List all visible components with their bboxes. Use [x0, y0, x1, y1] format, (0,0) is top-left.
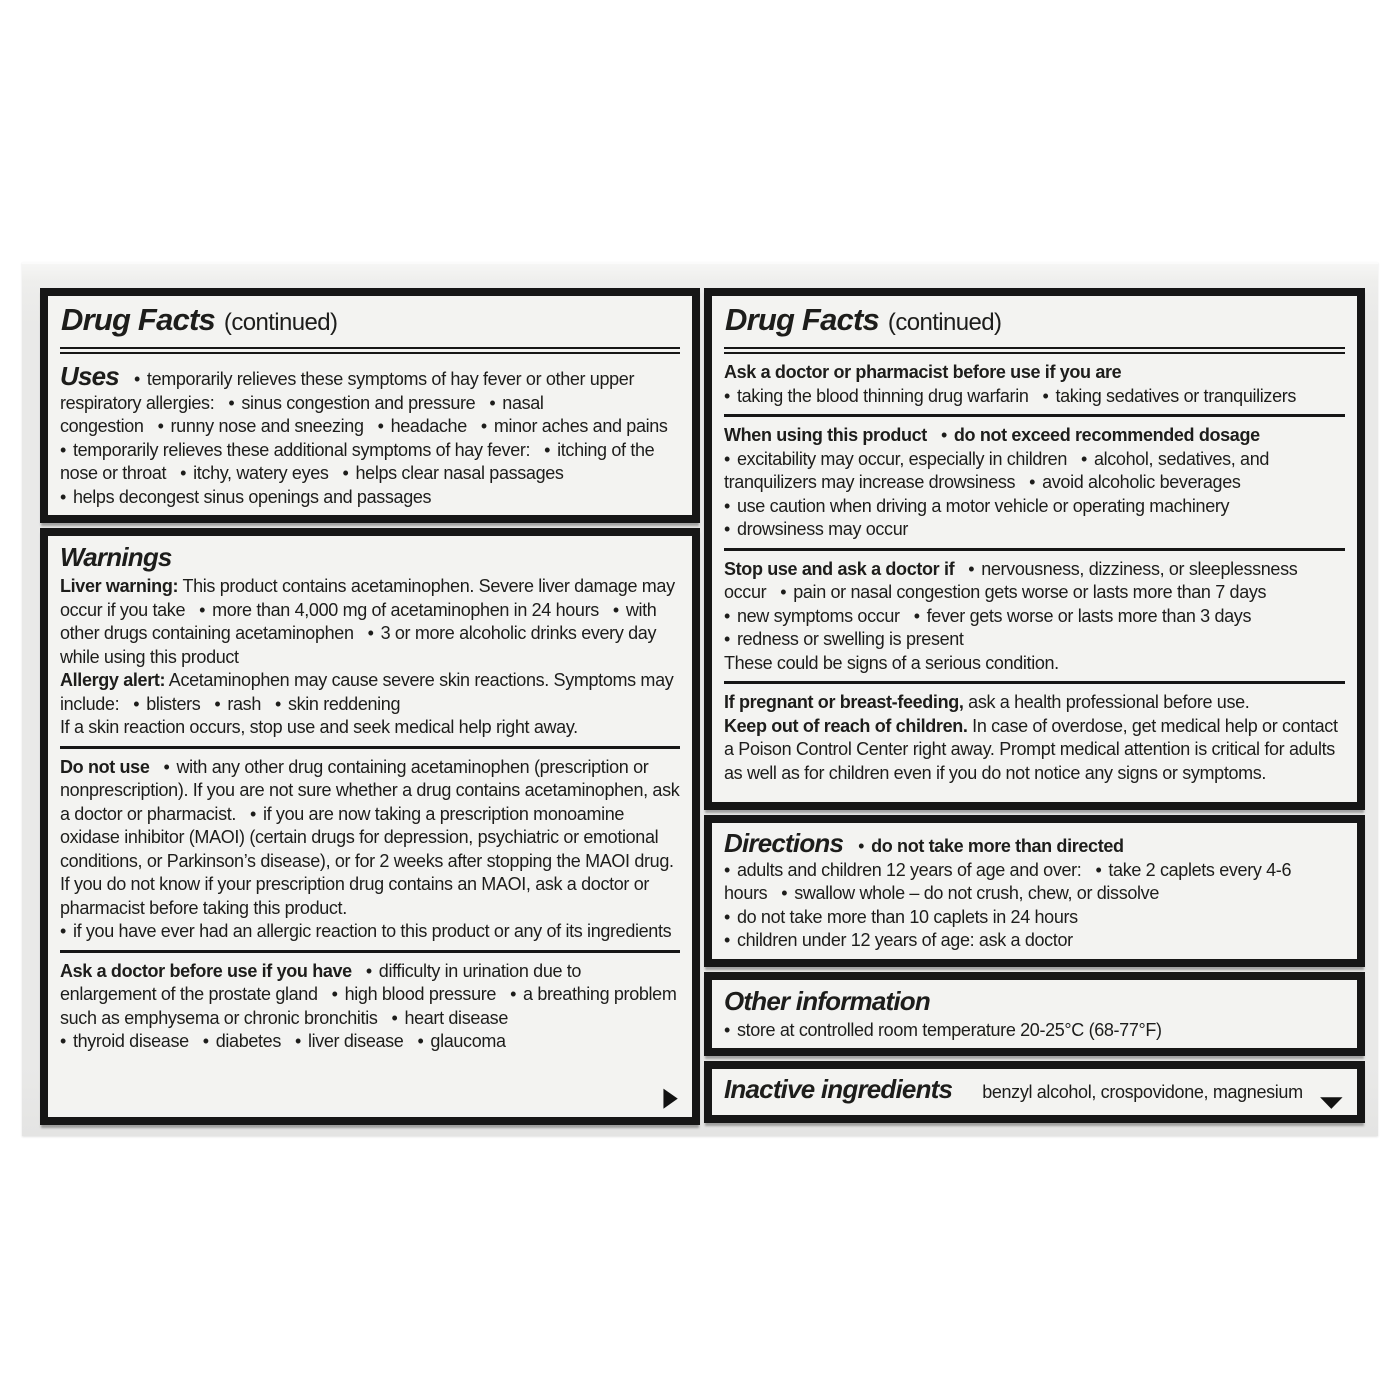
section-divider — [724, 414, 1345, 417]
drug-facts-header-right — [724, 300, 1345, 344]
section-divider — [60, 746, 680, 749]
when-using-text: When using this product • do not exceed recommended dosage • excitability may occur, especially in children • alcohol, sedatives, and tranquilizers may increase drowsiness • avoid alcoholic beverages • use caution when driving a motor vehicle or operating machinery • drowsiness may occur — [724, 425, 1270, 539]
header-divider — [60, 347, 680, 354]
section-divider — [724, 681, 1345, 684]
warnings-continued-box — [704, 288, 1365, 810]
pregnancy-warning-text: If pregnant or breast-feeding, ask a health professional before use. Keep out of reach of children. In case of overdose, get medical help or contact a Poison Control Center right away. Prompt medical attention is critical for adults as well as for children even if you do not notice any signs or symptoms. — [724, 692, 1338, 783]
do-not-use-text: Do not use • with any other drug containing acetaminophen (prescription or nonprescription). If you are not sure whether a drug contains acetaminophen, ask a doctor or pharmacist. • if you are now taking a prescription monoamine oxidase inhibitor (MAOI) (certain drugs for depression, psychiatric or emotional conditions, or Parkinson’s disease), or for 2 weeks after stopping the MAOI drug. If you do not know if your prescription drug contains an MAOI, ask a doctor or pharmacist before taking this product. • if you have ever had an allergic reaction to this product or any of its ingredients — [60, 756, 680, 941]
drug-facts-title: Drug Facts — [61, 302, 215, 337]
drug-facts-continued: (continued) — [223, 309, 338, 336]
ask-pharmacist-text: Ask a doctor or pharmacist before use if you are • taking the blood thinning drug warfarin • taking sedatives or tranquilizers — [724, 362, 1297, 406]
directions-section — [724, 827, 1345, 953]
section-divider — [724, 548, 1345, 551]
section-divider — [60, 950, 680, 953]
drug-facts-title: Drug Facts — [725, 302, 879, 337]
drug-facts-panel-right — [704, 288, 1365, 1123]
stop-use-text: Stop use and ask a doctor if • nervousness, dizziness, or sleeplessness occur • pain or nasal congestion gets worse or lasts more than 7 days • new symptoms occur • fever gets worse or lasts more than 3 days • redness or swelling is present These could be signs of a serious condition. — [724, 558, 1298, 673]
other-information-box — [704, 972, 1365, 1057]
warnings-heading: Warnings — [60, 542, 172, 572]
drug-facts-panel-left — [40, 288, 700, 1125]
uses-heading: Uses — [60, 361, 119, 391]
warnings-box — [40, 528, 700, 1125]
inactive-ingredients-heading: Inactive ingredients — [724, 1074, 953, 1104]
drug-facts-header-left — [60, 300, 680, 344]
other-information-heading: Other information — [724, 985, 930, 1016]
ask-doctor-text: Ask a doctor before use if you have • difficulty in urination due to enlargement of the prostate gland • high blood pressure • a breathing problem such as emphysema or chronic bronchitis • heart disease • thyroid disease • diabetes • liver disease • glaucoma — [60, 960, 677, 1051]
uses-box — [40, 288, 700, 523]
drug-facts-continued: (continued) — [887, 309, 1002, 336]
more-below-arrow-icon: ▼ — [1320, 1093, 1344, 1111]
uses-section — [60, 360, 680, 509]
uses-text: • temporarily relieves these symptoms of hay fever or other upper respiratory allergies: • sinus congestion and pressure • nasal congestion • runny nose and sneezing • headache • minor aches and pains • temporarily relieves these additional symptoms of hay fever: • itching of the nose or throat • itchy, watery eyes • helps clear nasal passages • helps decongest sinus openings and passages — [60, 369, 668, 507]
inactive-ingredients-box — [704, 1061, 1365, 1123]
directions-heading: Directions — [724, 828, 844, 858]
directions-text: • do not take more than directed • adults and children 12 years of age and over: • take 2 caplets every 4-6 hours • swallow whole – do not crush, chew, or dissolve • do not take more than 10 caplets in 24 hours • children under 12 years of age: ask a doctor — [724, 836, 1292, 950]
other-information-text: • store at controlled room temperature 20-25°C (68-77°F) — [724, 1019, 1162, 1040]
inactive-ingredients-text: benzyl alcohol, crospovidone, magnesium — [982, 1082, 1303, 1102]
header-divider — [724, 347, 1345, 354]
liver-warning-text: Liver warning: This product contains acetaminophen. Severe liver damage may occur if you take • more than 4,000 mg of acetaminophen in 24 hours • with other drugs containing acetaminophen • 3 or more alcoholic drinks every day while using this product Allergy alert: Acetaminophen may cause severe skin reactions. Symptoms may include: • blisters • rash • skin reddening If a skin reaction occurs, stop use and seek medical help right away. — [60, 576, 675, 737]
directions-box — [704, 815, 1365, 967]
inactive-ingredients-section — [724, 1073, 1345, 1105]
continue-right-arrow-icon: ▶ — [663, 1081, 678, 1112]
